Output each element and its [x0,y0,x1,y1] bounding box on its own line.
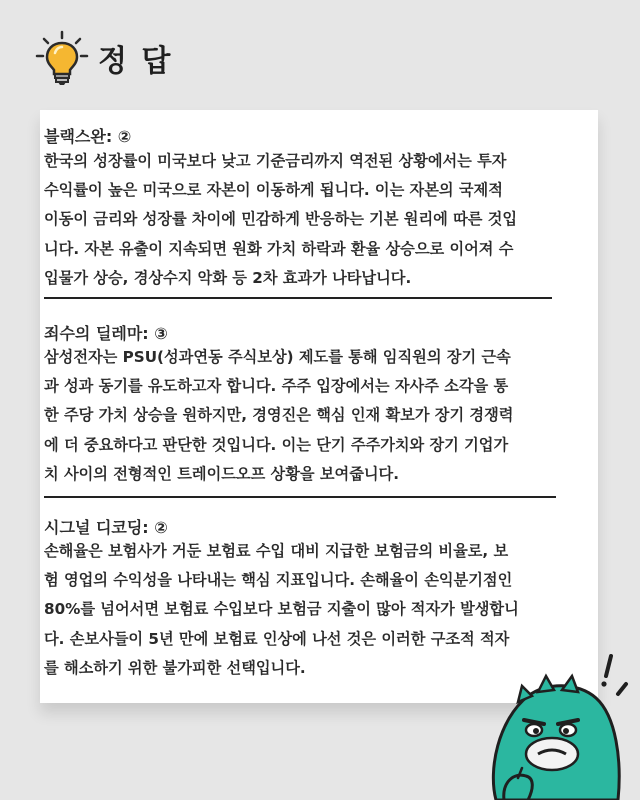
mascot-illustration [478,650,640,800]
header [30,26,172,90]
divider [44,297,552,299]
answer-title: 시그널 디코딩: ② [44,518,168,537]
answer-body: 삼성전자는 PSU(성과연동 주식보상) 제도를 통해 임직원의 장기 근속 과 성과 동기를 유도하고자 합니다. 주주 입장에서는 자사주 소각을 통 한 주당 가치 상승을 원하지만, 경영진은 핵심 인재 확보가 장기 경쟁력 에 더 중요하다고 판단한 것입니다. 이는 단기 주주가치와 장기 기업가 치 사이의 전형적인 트레이드오프 상황을 보여줍니다. [44,348,514,483]
answer-body: 손해율은 보험사가 거둔 보험료 수입 대비 지급한 보험금의 비율로, 보 험 영업의 수익성을 나타내는 핵심 지표입니다. 손해율이 손익분기점인 80%를 넘어서면 보험료 수입보다 보험금 지출이 많아 적자가 발생합니 다. 손보사들이 5년 만에 보험료 인상에 나선 것은 이러한 구조적 적자 를 해소하기 위한 불가피한 선택입니다. [44,542,519,677]
answer-card [40,110,598,703]
answer-title: 죄수의 딜레마: ③ [44,324,168,343]
exclamation-icon [606,656,626,694]
answer-title: 블랙스완: ② [44,127,132,146]
lightbulb-icon [30,26,94,90]
answer-body: 한국의 성장률이 미국보다 낮고 기준금리까지 역전된 상황에서는 투자 수익률이 높은 미국으로 자본이 이동하게 됩니다. 이는 자본의 국제적 이동이 금리와 성장률 차이에 민감하게 반응하는 기본 원리에 따른 것입 니다. 자본 유출이 지속되면 원화 가치 하락과 환율 상승으로 이어져 수 입물가 상승, 경상수지 악화 등 2차 효과가 나타납니다. [44,152,518,287]
divider [44,496,556,498]
page-title: 정 답 [98,44,173,79]
